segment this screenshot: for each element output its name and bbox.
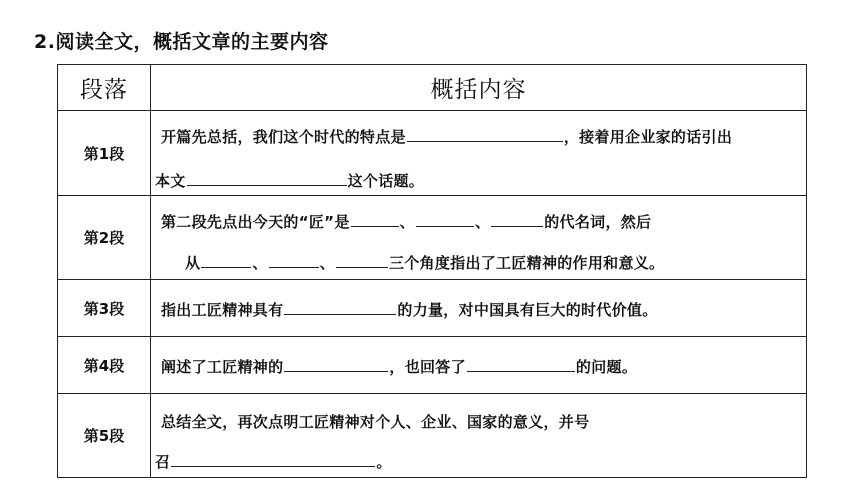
exercise-heading: 2.阅读全文，概括文章的主要内容: [34, 31, 329, 53]
row-content-4: [151, 337, 806, 394]
text: 三个角度指出了工匠精神的作用和意义。: [388, 254, 665, 272]
row5-line1: [161, 411, 589, 432]
answer-blank[interactable]: [187, 169, 347, 186]
text: 的代名词，然后: [544, 213, 652, 231]
row-label-4: 第4段: [58, 337, 151, 394]
text: 、: [319, 254, 335, 272]
answer-blank[interactable]: [491, 210, 543, 227]
header-summary: 概括内容: [151, 65, 806, 111]
text: ，接着用企业家的话引出: [563, 128, 733, 146]
text: 第二段先点出今天的“匠”是: [161, 213, 350, 231]
row4-line1: [161, 355, 637, 377]
text: 从: [185, 254, 201, 272]
answer-blank[interactable]: [416, 210, 474, 227]
row2-line2: [185, 251, 664, 273]
row-content-3: [151, 280, 806, 337]
row2-line1: [161, 210, 651, 232]
summary-table: [57, 64, 807, 478]
answer-blank[interactable]: [407, 125, 563, 142]
row-label-1: 第1段: [58, 111, 151, 196]
answer-blank[interactable]: [351, 210, 399, 227]
answer-blank[interactable]: [467, 355, 575, 372]
text: 指出工匠精神具有: [161, 301, 284, 319]
text: 召: [155, 453, 171, 471]
text: 的问题。: [575, 358, 638, 376]
text: 总结全文，再次点明工匠精神对个人、企业、国家的意义，并号: [161, 413, 590, 431]
answer-blank[interactable]: [336, 251, 388, 268]
answer-blank[interactable]: [284, 355, 388, 372]
row5-line2: [155, 450, 392, 472]
answer-blank[interactable]: [269, 251, 319, 268]
answer-blank[interactable]: [171, 450, 375, 467]
text: 。: [376, 453, 392, 471]
row-content-2: [151, 196, 806, 280]
row-content-5: [151, 394, 806, 477]
text: 的力量，对中国具有巨大的时代价值。: [397, 301, 658, 319]
row-label-2: 第2段: [58, 196, 151, 280]
text: 、: [474, 213, 491, 231]
text: 开篇先总括，我们这个时代的特点是: [161, 128, 406, 146]
header-paragraph: 段落: [58, 65, 151, 111]
text: 、: [399, 213, 415, 231]
row-content-1: [151, 111, 806, 196]
text: 、: [252, 254, 268, 272]
row-label-5: 第5段: [58, 394, 151, 477]
row-label-3: 第3段: [58, 280, 151, 337]
answer-blank[interactable]: [284, 298, 396, 315]
text: 这个话题。: [347, 172, 425, 190]
row1-line1: [161, 125, 732, 147]
text: 本文: [155, 172, 186, 190]
answer-blank[interactable]: [201, 251, 251, 268]
text: 阐述了工匠精神的: [161, 358, 284, 376]
text: ，也回答了: [389, 358, 466, 376]
row3-line1: [161, 298, 658, 320]
row1-line2: [155, 169, 424, 191]
